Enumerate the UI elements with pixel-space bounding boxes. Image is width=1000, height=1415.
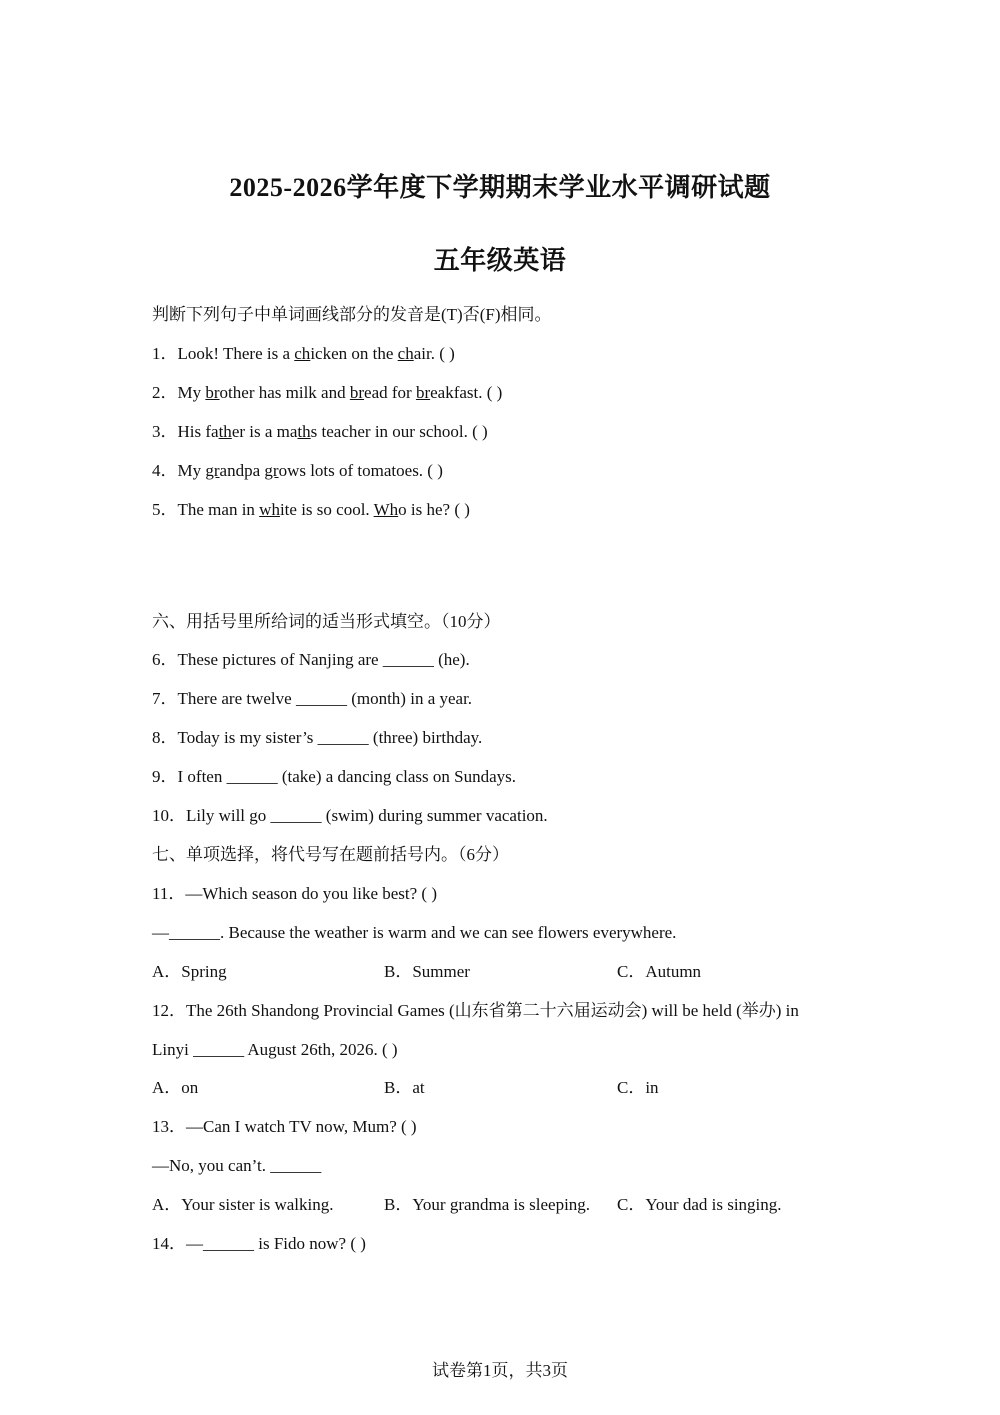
sentence-text: er is a ma bbox=[231, 422, 298, 441]
underlined-letters: Wh bbox=[373, 500, 399, 519]
option-a: A．Your sister is walking. bbox=[152, 1195, 334, 1214]
sentence-text: eakfast. ( ) bbox=[430, 383, 503, 402]
question-9: 9．I often ______ (take) a dancing class on Sundays. bbox=[152, 767, 516, 786]
sentence-text: My bbox=[177, 383, 206, 402]
question-12-options bbox=[152, 1077, 852, 1099]
sentence-text: s teacher in our school. ( ) bbox=[310, 422, 488, 441]
question-13-reply: —No, you can’t. ______ bbox=[152, 1156, 322, 1175]
section-six-heading: 六、用括号里所给词的适当形式填空。（10分） bbox=[152, 612, 501, 631]
exam-title: 2025-2026学年度下学期期末学业水平调研试题 bbox=[229, 173, 771, 202]
sentence-text: His fa bbox=[177, 422, 219, 441]
sentence-text: The man in bbox=[177, 500, 260, 519]
question-13-options bbox=[152, 1194, 852, 1216]
question-12: 12．The 26th Shandong Provincial Games (山东省第二十六届运动会) will be held (举办) in bbox=[152, 1001, 799, 1020]
question-2 bbox=[152, 382, 502, 404]
question-6: 6．These pictures of Nanjing are ______ (he). bbox=[152, 650, 470, 669]
option-c: C．Autumn bbox=[617, 962, 702, 981]
question-number: 3． bbox=[152, 422, 178, 441]
section-seven-heading: 七、单项选择，将代号写在题前括号内。（6分） bbox=[152, 845, 509, 864]
option-b: B．Your grandma is sleeping. bbox=[384, 1195, 591, 1214]
underlined-letters: ch bbox=[397, 344, 414, 363]
question-11: 11．—Which season do you like best? ( ) bbox=[152, 884, 437, 903]
question-10: 10．Lily will go ______ (swim) during summer vacation. bbox=[152, 806, 548, 825]
underlined-letters: ch bbox=[294, 344, 311, 363]
question-11-reply: —______. Because the weather is warm and we can see flowers everywhere. bbox=[152, 923, 677, 942]
sentence-text: ead for bbox=[364, 383, 416, 402]
question-11-options bbox=[152, 961, 852, 983]
option-c: C．in bbox=[617, 1078, 659, 1097]
question-4 bbox=[152, 460, 443, 482]
option-a: A．Spring bbox=[152, 962, 227, 981]
option-c: C．Your dad is singing. bbox=[617, 1195, 782, 1214]
underlined-letters: wh bbox=[259, 500, 280, 519]
phonics-instruction: 判断下列句子中单词画线部分的发音是(T)否(F)相同。 bbox=[152, 305, 552, 324]
option-b: B．at bbox=[384, 1078, 425, 1097]
question-7: 7．There are twelve ______ (month) in a year. bbox=[152, 689, 473, 708]
underlined-letters: gr bbox=[205, 461, 220, 480]
page-footer: 试卷第1页，共3页 bbox=[432, 1361, 568, 1380]
question-number: 1． bbox=[152, 344, 178, 363]
question-5 bbox=[152, 499, 470, 521]
underlined-letters: gr bbox=[264, 461, 279, 480]
underlined-letters: br bbox=[349, 383, 365, 402]
option-b: B．Summer bbox=[384, 962, 470, 981]
question-8: 8．Today is my sister’s ______ (three) birthday. bbox=[152, 728, 483, 747]
underlined-letters: br bbox=[415, 383, 431, 402]
underlined-letters: br bbox=[205, 383, 220, 402]
sentence-text: other has milk and bbox=[219, 383, 350, 402]
sentence-text: Look! There is a bbox=[177, 344, 295, 363]
question-1 bbox=[152, 343, 455, 365]
question-3 bbox=[152, 421, 488, 443]
underlined-letters: th bbox=[297, 422, 311, 441]
exam-subtitle: 五年级英语 bbox=[433, 246, 567, 275]
question-14: 14．—______ is Fido now? ( ) bbox=[152, 1234, 366, 1253]
underlined-letters: th bbox=[218, 422, 232, 441]
sentence-text: ows lots of tomatoes. ( ) bbox=[278, 461, 443, 480]
option-a: A．on bbox=[152, 1078, 199, 1097]
question-13: 13．—Can I watch TV now, Mum? ( ) bbox=[152, 1117, 417, 1136]
sentence-text: air. ( ) bbox=[413, 344, 455, 363]
question-12-cont: Linyi ______ August 26th, 2026. ( ) bbox=[152, 1040, 398, 1059]
sentence-text: o is he? ( ) bbox=[398, 500, 470, 519]
sentence-text: icken on the bbox=[310, 344, 398, 363]
question-number: 4． bbox=[152, 461, 178, 480]
sentence-text: andpa bbox=[219, 461, 265, 480]
sentence-text: ite is so cool. bbox=[279, 500, 374, 519]
sentence-text: My bbox=[177, 461, 206, 480]
question-number: 5． bbox=[152, 500, 178, 519]
question-number: 2． bbox=[152, 383, 178, 402]
